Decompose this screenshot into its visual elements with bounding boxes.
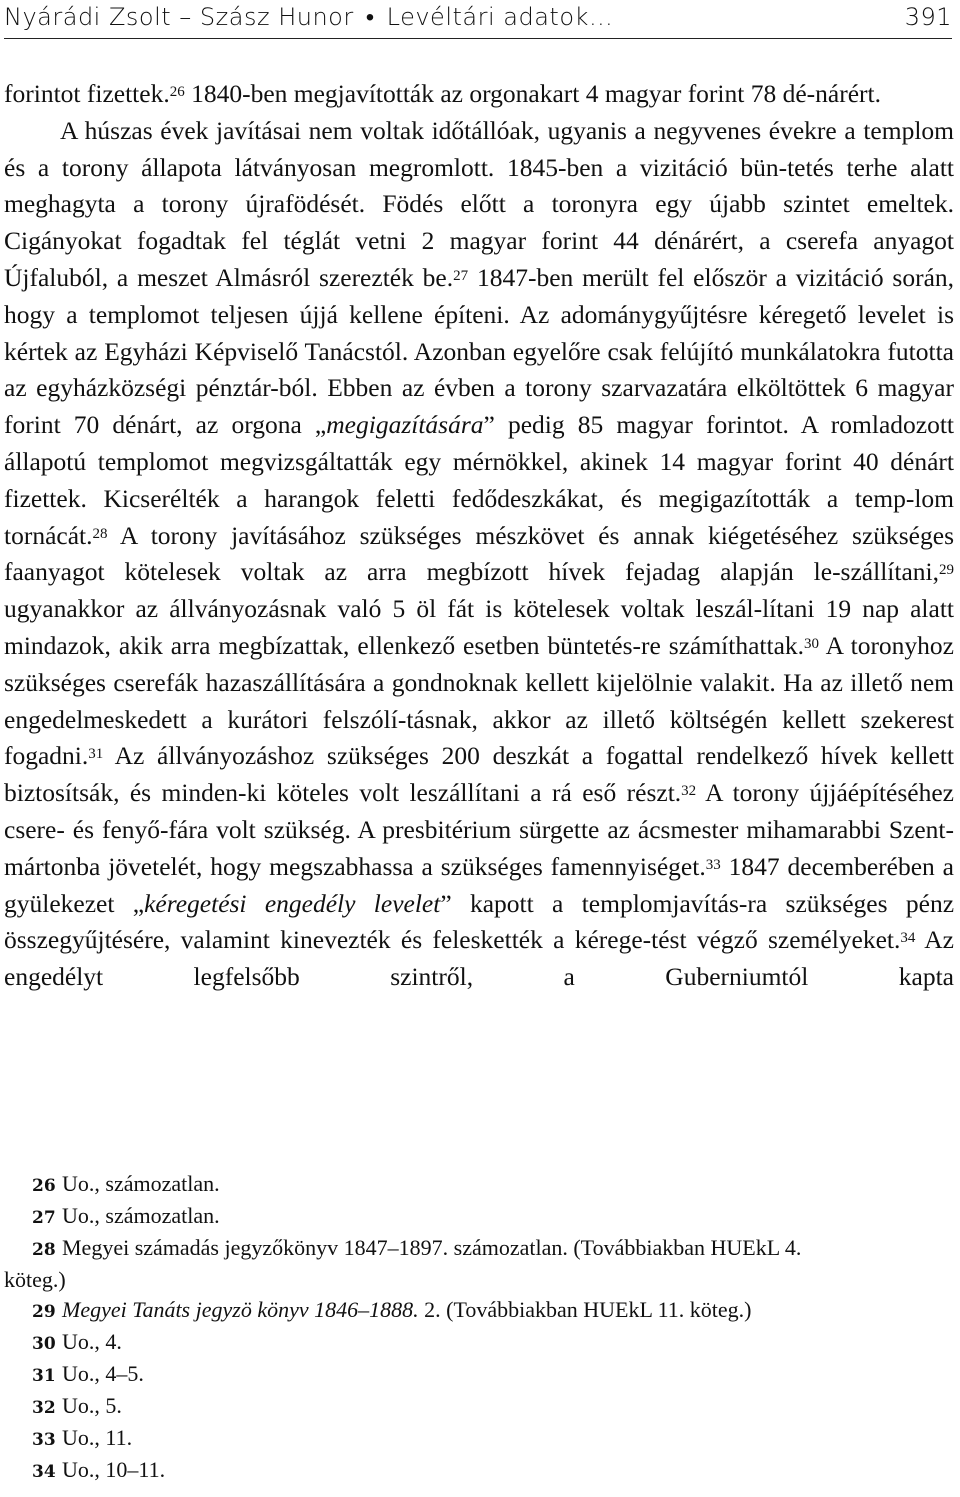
italic-text: kéregetési engedély levelet (144, 888, 441, 918)
footnote-ref-26[interactable]: 26 (169, 84, 185, 100)
running-header (4, 0, 952, 39)
text-run: ” pedig 85 magyar forintot. A romladozott állapotú templomot megvizsgáltatták egy mérnökkel, akinek 14 magyar forint 40 dénárt fizettek. Kicserélték a harangok feletti fedődeszkákat, és megigazították a temp-lom tornácát. (4, 410, 954, 550)
footnote-text: 2. (Továbbiakban HUEkL 11. köteg.) (418, 1297, 752, 1322)
paragraph-1 (4, 76, 954, 113)
footnote-number: 27 (32, 1208, 56, 1228)
italic-text: megigazítására (326, 410, 484, 440)
footnote-ref-27[interactable]: 27 (453, 267, 469, 284)
footnote-number: 26 (32, 1176, 56, 1196)
main-text (4, 76, 954, 996)
text-run: A húszas évek javításai nem voltak időtállóak, ugyanis a negyvenes évekre a templom és a torony állapota látványosan megromlott. 1845-ben a vizitáció bün-tetés terhe alatt meghagyta a torony újrafödését. Födés előtt a toronyra egy újabb szintet emeltek. Cigányokat fogadtak fel téglát vetni 2 magyar forint 44 dénárért, a cserefa anyagot Újfaluból, a meszet Almásról szerezték be. (4, 115, 954, 292)
footnotes (4, 1169, 954, 1487)
footnote-italic-title: Megyei Tanáts jegyzö könyv 1846–1888. (62, 1297, 419, 1322)
footnote-27 (4, 1201, 954, 1233)
text-run: A torony javításához szükséges mészkövet és annak kiégetéséhez szükséges faanyagot kötelesek voltak az arra megbízott hívek fejadag alapján le-szállítani, (4, 520, 954, 587)
footnote-number: 34 (32, 1462, 56, 1482)
text-run: Az állványozáshoz szükséges 200 deszkát a fogattal rendelkező hívek kellett biztosítsák, és minden-ki köteles volt leszállítani a rá eső részt. (4, 741, 954, 808)
footnote-number: 28 (32, 1240, 56, 1260)
footnote-34 (4, 1455, 954, 1487)
footnote-number: 33 (32, 1430, 56, 1450)
footnote-31 (4, 1359, 954, 1391)
footnote-text: Uo., 4–5. (62, 1361, 144, 1386)
header-left (4, 0, 613, 34)
page-number: 391 (904, 3, 952, 31)
text-run: ugyanakkor az állványozásnak való 5 öl fát is kötelesek voltak leszál-lítani 19 nap alatt mindazok, akik arra megbízattak, ellenkező esetben büntetés-re számíthattak. (4, 594, 954, 660)
footnote-text: Megyei számadás jegyzőkönyv 1847–1897. számozatlan. (Továbbiakban HUEkL 4. (62, 1235, 802, 1260)
section-title: Levéltári adatok… (386, 3, 614, 31)
footnote-ref-33[interactable]: 33 (705, 856, 721, 873)
text-run: forintot fizettek. (4, 79, 170, 108)
footnote-text: Uo., 11. (62, 1425, 133, 1450)
footnote-ref-29[interactable]: 29 (939, 562, 954, 579)
text-run: 1840-ben megjavították az orgonakart 4 magyar forint 78 dé-nárért. (184, 79, 881, 108)
footnote-text: Uo., 4. (62, 1329, 122, 1354)
footnote-ref-34[interactable]: 34 (900, 930, 916, 947)
footnote-text-continued: köteg.) (4, 1267, 66, 1292)
bullet-icon: • (365, 3, 375, 31)
footnote-text: Uo., 10–11. (62, 1457, 166, 1482)
text-run: A toronyhoz szükséges cserefák hazaszállítására a gondnoknak kellett kijelölnie valakit. Ha az illető nem engedelmeskedett a kurátori felszólí-tásnak, akkor az illető költségén kellett szekerest fogadni. (4, 630, 954, 771)
footnote-ref-30[interactable]: 30 (804, 635, 820, 652)
footnote-text: Uo., számozatlan. (62, 1203, 220, 1228)
footnote-text: Uo., 5. (62, 1393, 122, 1418)
footnote-number: 30 (32, 1334, 56, 1354)
paragraph-2 (4, 113, 954, 996)
footnote-number: 29 (32, 1302, 56, 1322)
text-run: Az engedélyt legfelsőbb szintről, a Guberniumtól kapta (4, 925, 954, 992)
text-run: ” kapott a templomjavítás-ra szükséges pénz összegyűjtésére, valamint kinevezték és feleskették a kérege-tést végző személyeket. (4, 888, 955, 955)
footnote-ref-31[interactable]: 31 (88, 746, 104, 763)
footnote-ref-28[interactable]: 28 (92, 525, 108, 542)
footnote-number: 31 (32, 1366, 56, 1386)
text-run: A torony újjáépítéséhez csere- és fenyő-fára volt szükség. A presbitérium sürgette az ácsmester mihamarabbi Szent-mártonba jövetelét, hogy megszabhassa a szükséges famennyiséget. (4, 778, 954, 881)
footnote-ref-32[interactable]: 32 (681, 783, 697, 800)
footnote-29 (4, 1295, 954, 1327)
footnote-text: Uo., számozatlan. (62, 1171, 220, 1196)
text-run: 1847 decemberében a gyülekezet „ (4, 851, 954, 918)
footnote-33 (4, 1423, 954, 1455)
text-run: 1847-ben merült fel először a vizitáció során, hogy a templomot teljesen újjá kellene építeni. Az adománygyűjtésre kéregető levelet is kértek az Egyházi Képviselő Tanácstól. Azonban egyelőre csak felújító munkálatokra futotta az egyházközségi pénztár-ból. Ebben az évben a torony szarvazatára elköltöttek 6 magyar forint 70 dénárt, az orgona „ (4, 262, 955, 440)
footnote-28 (4, 1233, 954, 1295)
footnote-number: 32 (32, 1398, 56, 1418)
footnote-26 (4, 1169, 954, 1201)
running-title: Nyárádi Zsolt – Szász Hunor (4, 3, 354, 31)
footnote-32 (4, 1391, 954, 1423)
footnote-30 (4, 1327, 954, 1359)
